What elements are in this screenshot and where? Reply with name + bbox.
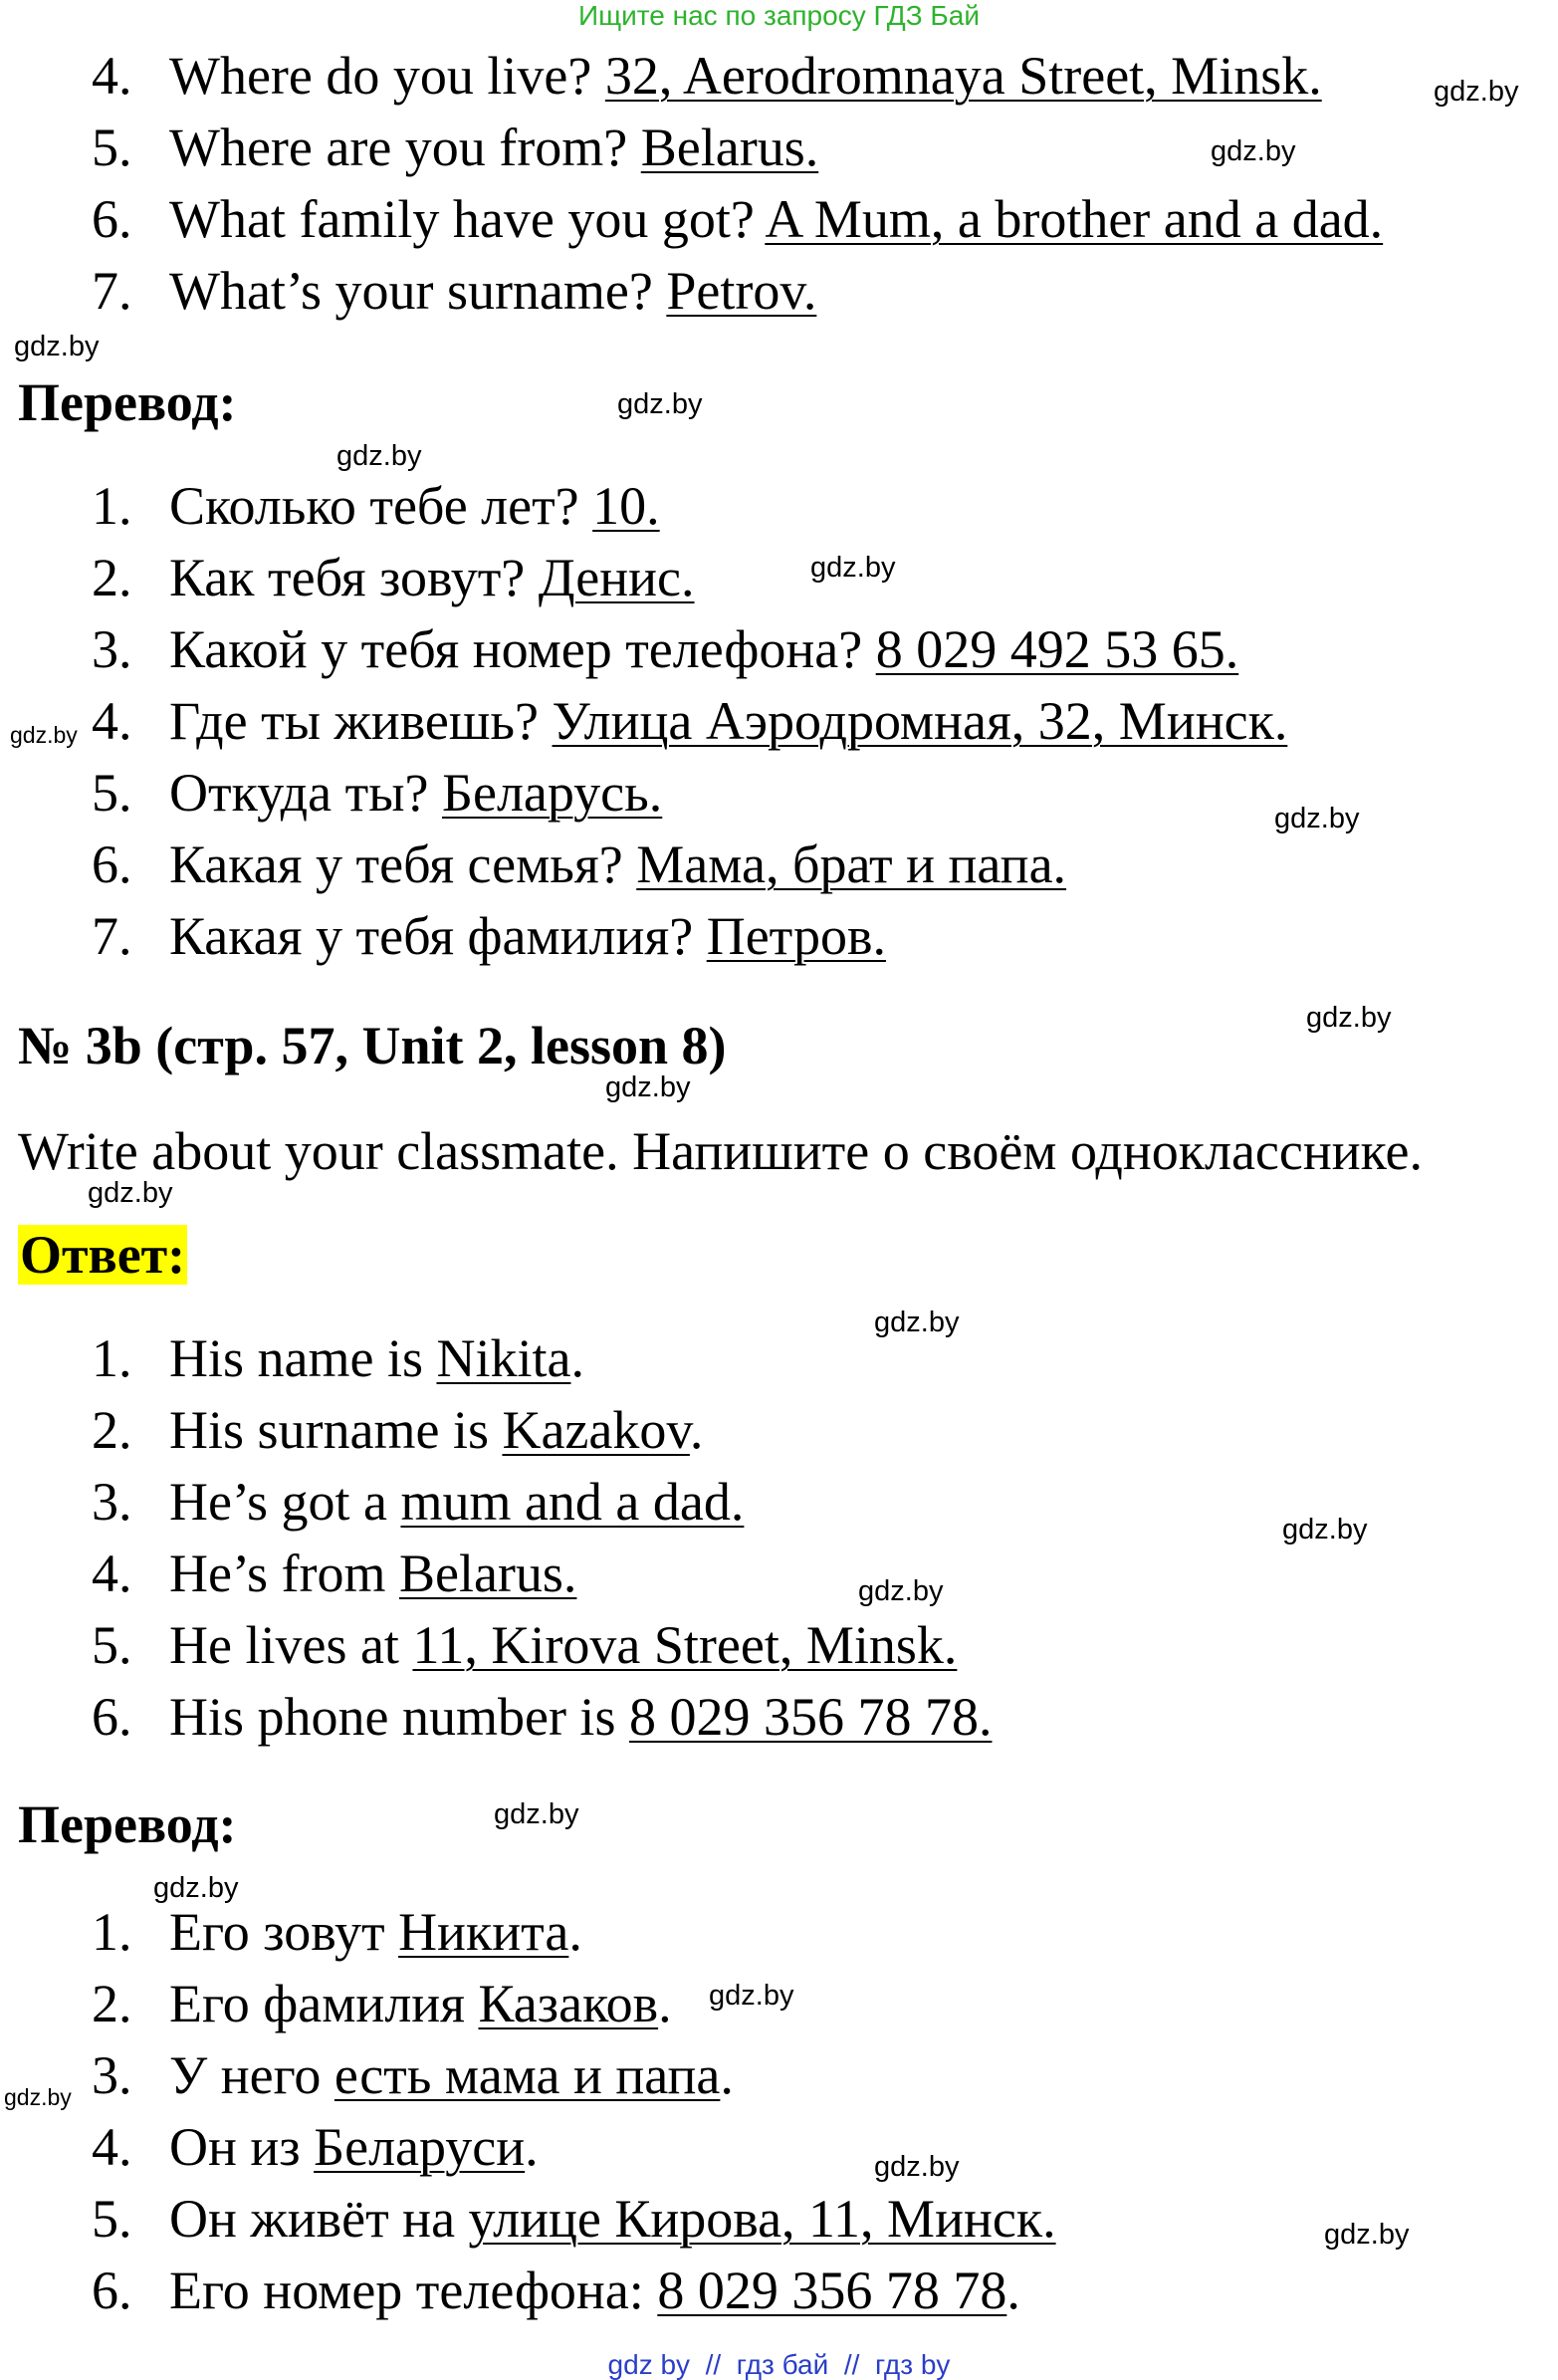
list-item xyxy=(92,619,1238,679)
answer-text: 8 029 492 53 65. xyxy=(875,619,1239,679)
answer-tail: . xyxy=(1006,2261,1020,2320)
answer-text: mum and a dad. xyxy=(400,1472,745,1532)
translation-heading: Перевод: xyxy=(18,1794,237,1854)
list-item xyxy=(92,548,695,607)
watermark: gdz.by xyxy=(617,388,703,420)
list-item xyxy=(92,906,886,966)
watermark: gdz.by xyxy=(605,1071,691,1103)
item-number: 5. xyxy=(92,763,132,823)
list-item xyxy=(92,2261,1020,2320)
item-number: 3. xyxy=(92,2045,132,2105)
watermark: gdz.by xyxy=(4,2084,72,2110)
answer-text: 11, Kirova Street, Minsk. xyxy=(412,1615,958,1675)
item-number: 3. xyxy=(92,1472,132,1532)
list-item xyxy=(92,261,816,321)
footer-link-gdz-by[interactable]: gdz by xyxy=(607,2349,691,2380)
answer-label xyxy=(18,1225,187,1285)
answer-text: Денис. xyxy=(538,548,695,607)
item-number: 4. xyxy=(92,46,132,106)
watermark: gdz.by xyxy=(88,1177,173,1209)
question-text: Where are you from? xyxy=(169,118,641,177)
answer-label-text: Ответ: xyxy=(20,1225,186,1285)
list-item xyxy=(92,834,1066,894)
watermark: gdz.by xyxy=(14,331,100,362)
task-heading: № 3b (стр. 57, Unit 2, lesson 8) xyxy=(18,1016,727,1075)
answer-text: 8 029 356 78 78. xyxy=(628,1687,993,1747)
answer-tail: . xyxy=(658,1974,672,2033)
watermark: gdz.by xyxy=(336,440,422,472)
list-item xyxy=(92,1328,584,1388)
item-number: 2. xyxy=(92,1974,132,2033)
item-number: 5. xyxy=(92,2189,132,2249)
answer-text: Nikita xyxy=(436,1328,571,1388)
list-item xyxy=(92,1400,703,1460)
answer-tail: . xyxy=(568,1902,582,1962)
watermark: gdz.by xyxy=(153,1872,239,1904)
watermark: gdz.by xyxy=(1306,1002,1392,1034)
answer-text: Kazakov xyxy=(502,1400,690,1460)
question-text: His phone number is xyxy=(169,1687,629,1747)
bottom-banner xyxy=(0,2350,1558,2380)
answer-tail: . xyxy=(689,1400,704,1460)
watermark: gdz.by xyxy=(1274,803,1360,834)
watermark: gdz.by xyxy=(858,1575,944,1607)
item-number: 1. xyxy=(92,476,132,536)
question-text: Какой у тебя номер телефона? xyxy=(169,619,876,679)
question-text: His surname is xyxy=(169,1400,503,1460)
top-banner[interactable]: Ищите нас по запросу ГДЗ Бай xyxy=(577,0,981,31)
question-text: Он из xyxy=(169,2117,315,2177)
item-number: 5. xyxy=(92,118,132,177)
item-number: 6. xyxy=(92,189,132,249)
item-number: 2. xyxy=(92,548,132,607)
list-item xyxy=(92,1615,957,1675)
question-text: Как тебя зовут? xyxy=(169,548,539,607)
item-number: 6. xyxy=(92,834,132,894)
answer-text: улице Кирова, 11, Минск. xyxy=(468,2189,1056,2249)
question-text: Он живёт на xyxy=(169,2189,469,2249)
answer-text: 8 029 356 78 78 xyxy=(657,2261,1007,2320)
answer-text: Belarus. xyxy=(640,118,819,177)
answer-text: Беларуси xyxy=(314,2117,526,2177)
item-number: 1. xyxy=(92,1328,132,1388)
answer-tail: . xyxy=(525,2117,539,2177)
list-item xyxy=(92,189,1383,249)
answer-text: 32, Aerodromnaya Street, Minsk. xyxy=(604,46,1322,106)
list-item xyxy=(92,691,1287,751)
item-number: 6. xyxy=(92,1687,132,1747)
item-number: 7. xyxy=(92,261,132,321)
answer-text: Petrov. xyxy=(666,261,817,321)
list-item xyxy=(92,46,1322,106)
answer-text: Петров. xyxy=(706,906,886,966)
item-number: 6. xyxy=(92,2261,132,2320)
question-text: What’s your surname? xyxy=(169,261,667,321)
list-item xyxy=(92,2117,539,2177)
answer-text: есть мама и папа xyxy=(334,2045,721,2105)
list-item xyxy=(92,1544,576,1603)
list-item xyxy=(92,2189,1056,2249)
watermark: gdz.by xyxy=(1434,76,1519,108)
item-number: 4. xyxy=(92,2117,132,2177)
footer-separator: // xyxy=(690,2349,737,2380)
watermark: gdz.by xyxy=(810,552,896,584)
answer-text: 10. xyxy=(592,476,660,536)
answer-text: Никита xyxy=(398,1902,569,1962)
question-text: He’s got a xyxy=(169,1472,401,1532)
watermark: gdz.by xyxy=(10,722,78,748)
list-item xyxy=(92,1902,582,1962)
answer-text: Беларусь. xyxy=(441,763,663,823)
watermark: gdz.by xyxy=(709,1980,794,2012)
question-text: Его фамилия xyxy=(169,1974,479,2033)
question-text: He lives at xyxy=(169,1615,413,1675)
list-item xyxy=(92,2045,734,2105)
watermark: gdz.by xyxy=(1324,2219,1410,2251)
question-text: Какая у тебя семья? xyxy=(169,834,637,894)
answer-text: Belarus. xyxy=(398,1544,577,1603)
answer-text: A Mum, a brother and a dad. xyxy=(765,189,1384,249)
answer-tail: . xyxy=(720,2045,734,2105)
question-text: У него xyxy=(169,2045,334,2105)
question-text: Откуда ты? xyxy=(169,763,442,823)
item-number: 5. xyxy=(92,1615,132,1675)
question-text: Где ты живешь? xyxy=(169,691,553,751)
question-text: What family have you got? xyxy=(169,189,766,249)
question-text: Какая у тебя фамилия? xyxy=(169,906,707,966)
question-text: Его зовут xyxy=(169,1902,399,1962)
translation-heading: Перевод: xyxy=(18,372,237,432)
list-item xyxy=(92,1687,992,1747)
question-text: Его номер телефона: xyxy=(169,2261,658,2320)
question-text: Сколько тебе лет? xyxy=(169,476,593,536)
list-item xyxy=(92,1472,744,1532)
watermark: gdz.by xyxy=(1282,1514,1368,1546)
question-text: Where do you live? xyxy=(169,46,605,106)
watermark: gdz.by xyxy=(874,1307,960,1338)
footer-separator: // xyxy=(828,2349,875,2380)
item-number: 1. xyxy=(92,1902,132,1962)
footer-link-gdz-bai[interactable]: гдз бай xyxy=(736,2349,829,2380)
list-item xyxy=(92,476,660,536)
watermark: gdz.by xyxy=(1211,135,1296,167)
list-item xyxy=(92,118,818,177)
list-item xyxy=(92,1974,672,2033)
watermark: gdz.by xyxy=(874,2151,960,2183)
answer-text: Казаков xyxy=(478,1974,659,2033)
item-number: 4. xyxy=(92,691,132,751)
answer-text: Мама, брат и папа. xyxy=(636,834,1067,894)
task-text: Write about your classmate. Напишите о своём однокласснике. xyxy=(18,1121,1424,1181)
item-number: 4. xyxy=(92,1544,132,1603)
answer-tail: . xyxy=(570,1328,584,1388)
item-number: 3. xyxy=(92,619,132,679)
item-number: 7. xyxy=(92,906,132,966)
question-text: He’s from xyxy=(169,1544,399,1603)
item-number: 2. xyxy=(92,1400,132,1460)
watermark: gdz.by xyxy=(494,1798,579,1830)
footer-link-gdz-by-ru[interactable]: гдз by xyxy=(874,2349,951,2380)
question-text: His name is xyxy=(169,1328,437,1388)
list-item xyxy=(92,763,662,823)
answer-text: Улица Аэродромная, 32, Минск. xyxy=(552,691,1288,751)
